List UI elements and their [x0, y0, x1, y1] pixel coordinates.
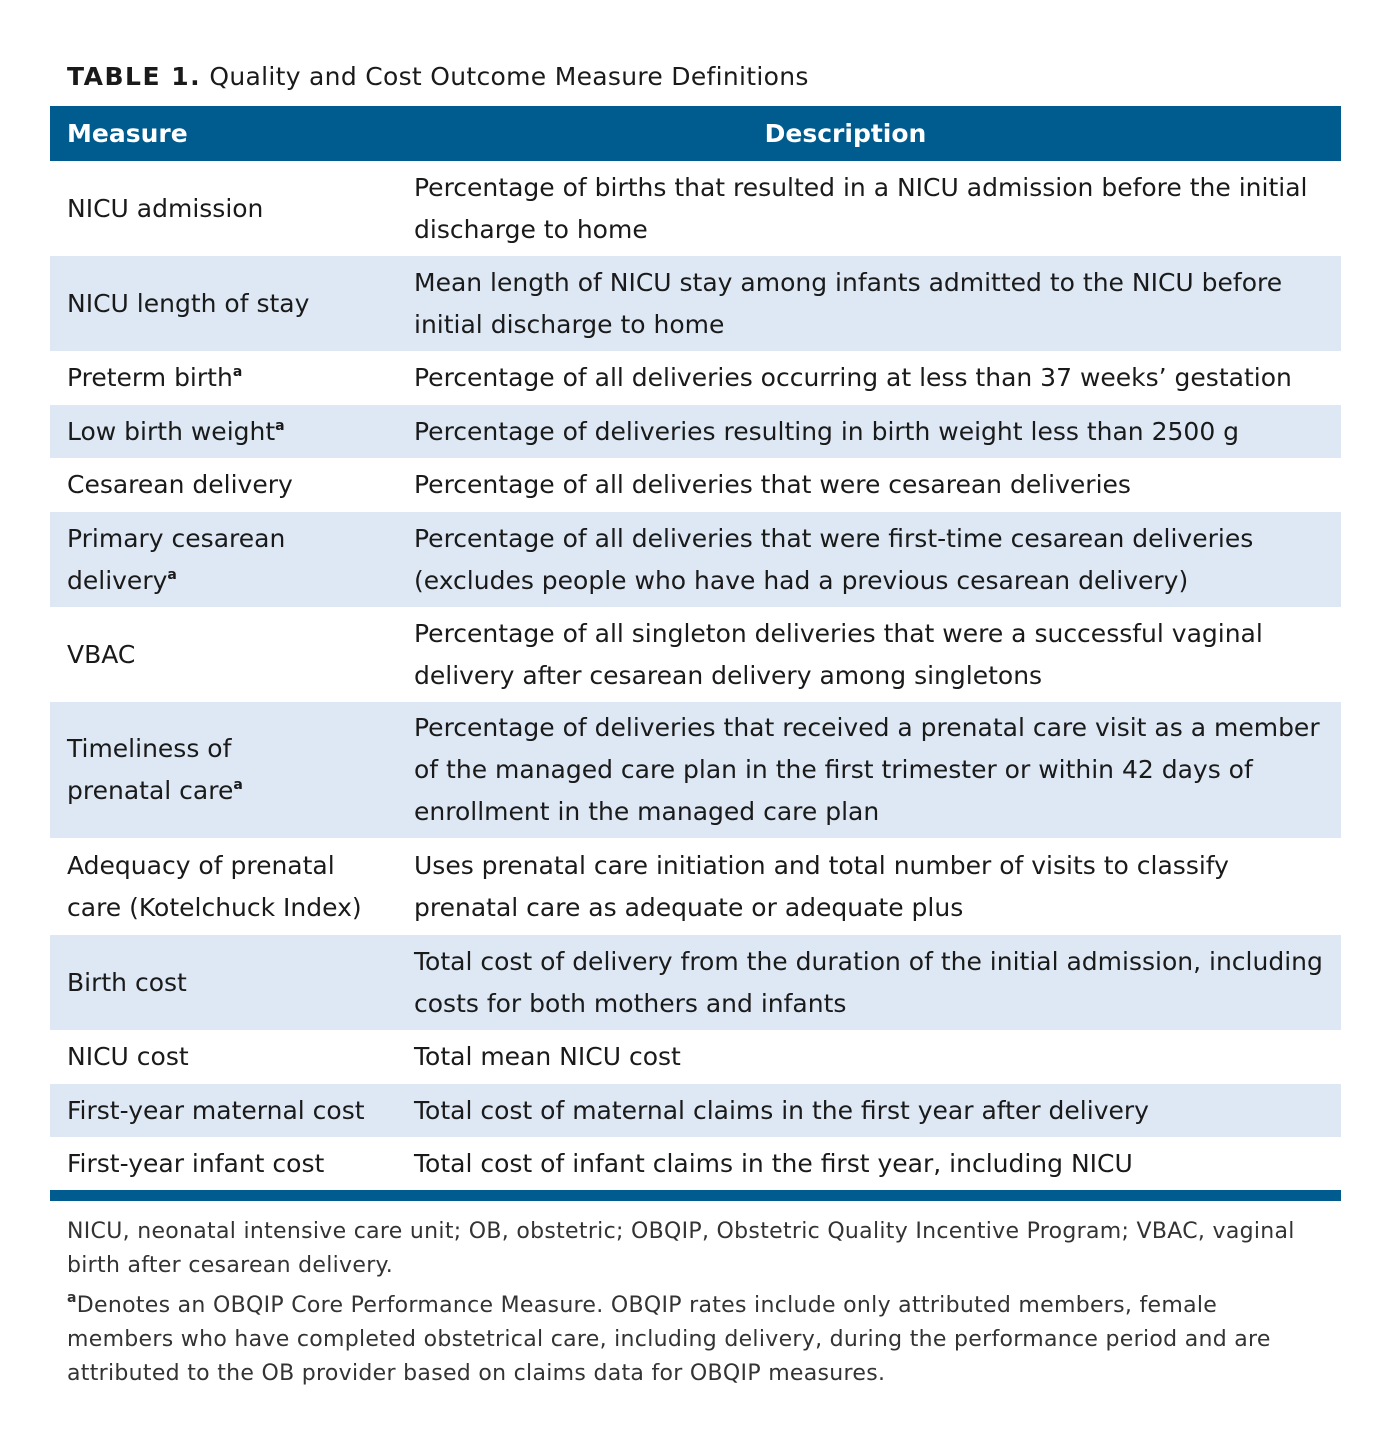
- description-cell: Total mean NICU cost: [414, 1042, 681, 1071]
- measures-table: [50, 106, 1341, 1201]
- table-label: TABLE 1.: [67, 62, 202, 91]
- table-row: [50, 512, 1341, 607]
- table-header: [50, 106, 1341, 161]
- description-cell: Percentage of all deliveries that were first-time cesarean deliveries (excludes people who have had a previous cesarean delivery): [414, 523, 1254, 595]
- measure-cell: [50, 845, 410, 929]
- measure-cell: [50, 283, 410, 325]
- measure-cell: [50, 1143, 410, 1185]
- measure-cell: [50, 188, 410, 230]
- measure-name: Birth cost: [67, 967, 187, 997]
- description-cell: Mean length of NICU stay among infants admitted to the NICU before initial discharge to home: [414, 267, 1283, 339]
- measure-name: NICU admission: [67, 193, 264, 223]
- measure-cell: [50, 1090, 410, 1132]
- table-notes: [67, 1215, 1317, 1397]
- description-cell: Percentage of births that resulted in a NICU admission before the initial discharge to home: [414, 172, 1308, 244]
- table-row: [50, 935, 1341, 1030]
- description-cell: Total cost of maternal claims in the first year after delivery: [414, 1095, 1149, 1125]
- table-row: [50, 1030, 1341, 1084]
- table-row: [50, 1137, 1341, 1190]
- footnote-mark: a: [67, 1290, 77, 1306]
- measure-name: Timeliness of prenatal care: [67, 734, 234, 805]
- measure-name: Adequacy of prenatal care (Kotelchuck Index): [67, 850, 362, 922]
- measure-cell: [50, 411, 410, 453]
- description-cell: Total cost of delivery from the duration of the initial admission, including costs for both mothers and infants: [414, 946, 1323, 1018]
- table-row: [50, 1084, 1341, 1137]
- measure-name: VBAC: [67, 639, 136, 669]
- measure-cell: [50, 357, 410, 399]
- table-row: [50, 161, 1341, 256]
- table-title: [67, 62, 809, 91]
- measure-name: Cesarean delivery: [67, 470, 293, 499]
- table-row: [50, 256, 1341, 351]
- description-cell: Uses prenatal care initiation and total number of visits to classify prenatal care as adequate or adequate plus: [414, 850, 1229, 922]
- measure-name: Low birth weight: [67, 416, 276, 446]
- table-row: [50, 458, 1341, 512]
- measure-cell: [50, 728, 410, 812]
- description-cell: Percentage of deliveries that received a prenatal care visit as a member of the managed care plan in the first trimester or within 42 days of enrollment in the managed care plan: [414, 713, 1320, 826]
- measure-name: First-year maternal cost: [67, 1095, 365, 1125]
- table-row: [50, 702, 1341, 838]
- column-header-description: Description: [764, 119, 927, 148]
- measure-name: NICU cost: [67, 1042, 189, 1071]
- description-cell: Total cost of infant claims in the first year, including NICU: [414, 1148, 1133, 1178]
- footnote-marker: a: [167, 566, 177, 583]
- abbreviations-note: NICU, neonatal intensive care unit; OB, obstetric; OBQIP, Obstetric Quality Incentive Program; VBAC, vaginal birth after cesarean delivery.: [67, 1219, 1295, 1278]
- measure-cell: [50, 962, 410, 1004]
- table-row: [50, 607, 1341, 702]
- measure-cell: [50, 1036, 410, 1078]
- measure-cell: [50, 518, 410, 602]
- table-row: [50, 838, 1341, 935]
- table-row: [50, 351, 1341, 405]
- description-cell: Percentage of all deliveries that were cesarean deliveries: [414, 470, 1131, 499]
- table-bottom-rule: [50, 1190, 1341, 1201]
- description-cell: Percentage of all deliveries occurring at less than 37 weeks’ gestation: [414, 363, 1292, 392]
- description-cell: Percentage of all singleton deliveries that were a successful vaginal delivery after cesarean delivery among singletons: [414, 618, 1263, 690]
- measure-name: Preterm birth: [67, 363, 233, 392]
- footnote-marker: a: [232, 364, 243, 380]
- footnote-marker: a: [275, 417, 285, 434]
- footnote-a: [67, 1289, 1317, 1391]
- measure-name: NICU length of stay: [67, 288, 310, 318]
- measure-cell: [50, 464, 410, 506]
- column-header-measure: Measure: [67, 119, 188, 148]
- measure-cell: [50, 634, 410, 676]
- footnote-marker: a: [233, 777, 243, 793]
- footnote-text: Denotes an OBQIP Core Performance Measure. OBQIP rates include only attributed members, female members who have completed obstetrical care, including delivery, during the performance period and are attributed to the OB provider based on claims data for OBQIP measures.: [67, 1293, 1271, 1386]
- description-cell: Percentage of deliveries resulting in birth weight less than 2500 g: [414, 416, 1240, 446]
- measure-name: First-year infant cost: [67, 1148, 325, 1178]
- measure-name: Primary cesarean delivery: [67, 523, 286, 595]
- table-caption: Quality and Cost Outcome Measure Definitions: [209, 62, 809, 91]
- table-row: [50, 405, 1341, 458]
